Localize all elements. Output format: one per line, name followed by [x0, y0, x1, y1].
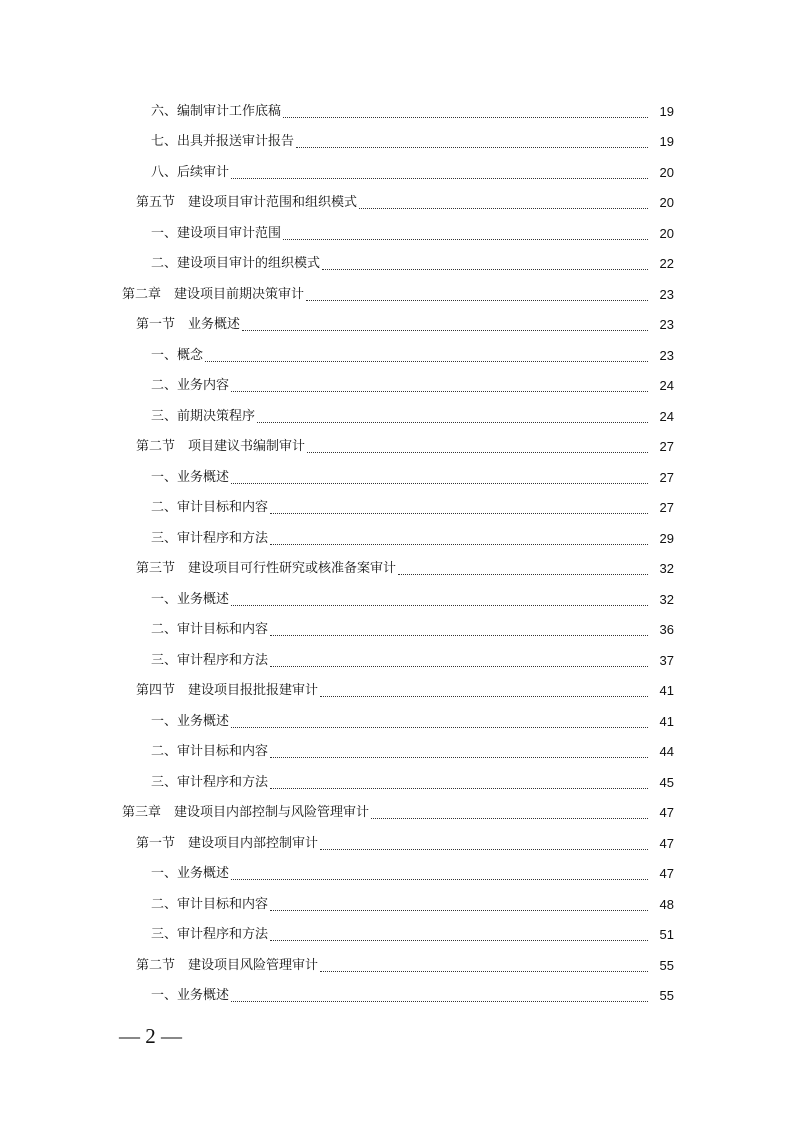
toc-entry[interactable] — [0, 523, 793, 554]
toc-entry-label: 一、概念 — [151, 347, 204, 363]
toc-entry[interactable] — [0, 584, 793, 615]
dot-leader — [231, 879, 648, 880]
table-of-contents — [0, 96, 793, 1011]
toc-entry-page-number: 55 — [659, 957, 674, 973]
dot-leader — [296, 147, 648, 148]
dot-leader — [283, 117, 648, 118]
dot-leader — [231, 391, 648, 392]
toc-entry-page-number: 41 — [659, 713, 674, 729]
toc-entry-page-number: 55 — [659, 988, 674, 1004]
toc-entry-label: 三、前期决策程序 — [151, 408, 256, 424]
toc-entry-page-number: 20 — [659, 164, 674, 180]
toc-entry-page-number: 32 — [659, 561, 674, 577]
toc-entry-label: 一、建设项目审计范围 — [151, 225, 282, 241]
toc-entry[interactable] — [0, 157, 793, 188]
toc-entry[interactable] — [0, 493, 793, 524]
toc-entry[interactable] — [0, 249, 793, 280]
toc-entry-label: 第五节 建设项目审计范围和组织模式 — [136, 195, 358, 211]
dot-leader — [320, 849, 648, 850]
toc-entry[interactable] — [0, 676, 793, 707]
toc-entry-page-number: 20 — [659, 225, 674, 241]
toc-entry-label: 二、审计目标和内容 — [151, 744, 269, 760]
dot-leader — [359, 208, 648, 209]
toc-entry-page-number: 48 — [659, 896, 674, 912]
dot-leader — [270, 757, 648, 758]
toc-entry-page-number: 27 — [659, 500, 674, 516]
dot-leader — [398, 574, 648, 575]
toc-entry-page-number: 37 — [659, 652, 674, 668]
toc-entry-page-number: 27 — [659, 469, 674, 485]
dot-leader — [322, 269, 648, 270]
dot-leader — [320, 971, 648, 972]
toc-entry[interactable] — [0, 279, 793, 310]
toc-entry[interactable] — [0, 645, 793, 676]
toc-entry[interactable] — [0, 371, 793, 402]
toc-entry[interactable] — [0, 310, 793, 341]
toc-entry-page-number: 20 — [659, 195, 674, 211]
toc-entry-page-number: 24 — [659, 408, 674, 424]
toc-entry[interactable] — [0, 950, 793, 981]
toc-entry[interactable] — [0, 462, 793, 493]
toc-entry-label: 一、业务概述 — [151, 469, 230, 485]
dot-leader — [307, 452, 648, 453]
toc-entry[interactable] — [0, 432, 793, 463]
toc-entry[interactable] — [0, 859, 793, 890]
dot-leader — [231, 605, 648, 606]
toc-entry[interactable] — [0, 767, 793, 798]
toc-entry-label: 第四节 建设项目报批报建审计 — [136, 683, 319, 699]
toc-entry-page-number: 22 — [659, 256, 674, 272]
dot-leader — [231, 178, 648, 179]
toc-entry-page-number: 47 — [659, 805, 674, 821]
toc-entry-label: 二、审计目标和内容 — [151, 896, 269, 912]
dot-leader — [270, 910, 648, 911]
toc-entry-page-number: 27 — [659, 439, 674, 455]
toc-entry-label: 第三章 建设项目内部控制与风险管理审计 — [122, 805, 370, 821]
toc-entry-page-number: 23 — [659, 317, 674, 333]
toc-entry-page-number: 41 — [659, 683, 674, 699]
toc-entry[interactable] — [0, 889, 793, 920]
toc-entry-label: 第三节 建设项目可行性研究或核准备案审计 — [136, 561, 397, 577]
dot-leader — [306, 300, 648, 301]
dot-leader — [257, 422, 648, 423]
dot-leader — [231, 1001, 648, 1002]
toc-entry-label: 第一节 业务概述 — [136, 317, 241, 333]
toc-entry-page-number: 36 — [659, 622, 674, 638]
toc-entry[interactable] — [0, 615, 793, 646]
toc-entry-label: 七、出具并报送审计报告 — [151, 134, 295, 150]
toc-entry[interactable] — [0, 127, 793, 158]
toc-entry[interactable] — [0, 218, 793, 249]
toc-entry-label: 三、审计程序和方法 — [151, 774, 269, 790]
toc-entry[interactable] — [0, 737, 793, 768]
toc-entry-page-number: 29 — [659, 530, 674, 546]
dot-leader — [270, 788, 648, 789]
toc-entry-label: 二、建设项目审计的组织模式 — [151, 256, 321, 272]
toc-entry-label: 第二节 项目建议书编制审计 — [136, 439, 306, 455]
toc-entry[interactable] — [0, 340, 793, 371]
toc-entry-label: 第二节 建设项目风险管理审计 — [136, 957, 319, 973]
dot-leader — [371, 818, 648, 819]
dot-leader — [270, 635, 648, 636]
toc-entry-page-number: 24 — [659, 378, 674, 394]
toc-entry-label: 二、审计目标和内容 — [151, 500, 269, 516]
toc-entry-label: 一、业务概述 — [151, 988, 230, 1004]
toc-entry-label: 一、业务概述 — [151, 591, 230, 607]
toc-entry[interactable] — [0, 920, 793, 951]
toc-entry-page-number: 19 — [659, 134, 674, 150]
toc-entry[interactable] — [0, 554, 793, 585]
toc-entry-label: 第一节 建设项目内部控制审计 — [136, 835, 319, 851]
toc-entry[interactable] — [0, 798, 793, 829]
toc-entry-page-number: 23 — [659, 286, 674, 302]
toc-entry[interactable] — [0, 981, 793, 1012]
toc-entry[interactable] — [0, 706, 793, 737]
toc-entry-label: 二、业务内容 — [151, 378, 230, 394]
toc-entry[interactable] — [0, 828, 793, 859]
toc-entry-label: 三、审计程序和方法 — [151, 530, 269, 546]
toc-entry-page-number: 23 — [659, 347, 674, 363]
dot-leader — [270, 940, 648, 941]
toc-entry[interactable] — [0, 401, 793, 432]
toc-entry[interactable] — [0, 188, 793, 219]
dot-leader — [242, 330, 648, 331]
dot-leader — [283, 239, 648, 240]
toc-entry-label: 三、审计程序和方法 — [151, 927, 269, 943]
dot-leader — [270, 666, 648, 667]
toc-entry-label: 一、业务概述 — [151, 866, 230, 882]
dot-leader — [270, 544, 648, 545]
toc-entry-page-number: 47 — [659, 866, 674, 882]
dot-leader — [270, 513, 648, 514]
toc-entry-label: 一、业务概述 — [151, 713, 230, 729]
toc-entry-page-number: 19 — [659, 103, 674, 119]
toc-entry-page-number: 45 — [659, 774, 674, 790]
toc-entry-page-number: 51 — [659, 927, 674, 943]
toc-entry-page-number: 44 — [659, 744, 674, 760]
toc-entry-label: 六、编制审计工作底稿 — [151, 103, 282, 119]
dot-leader — [231, 727, 648, 728]
toc-entry-page-number: 47 — [659, 835, 674, 851]
toc-entry-label: 八、后续审计 — [151, 164, 230, 180]
toc-entry-label: 二、审计目标和内容 — [151, 622, 269, 638]
toc-entry-label: 第二章 建设项目前期决策审计 — [122, 286, 305, 302]
dot-leader — [320, 696, 648, 697]
dot-leader — [205, 361, 648, 362]
page-number: — 2 — — [119, 1024, 182, 1048]
toc-entry-page-number: 32 — [659, 591, 674, 607]
toc-entry-label: 三、审计程序和方法 — [151, 652, 269, 668]
dot-leader — [231, 483, 648, 484]
toc-entry[interactable] — [0, 96, 793, 127]
